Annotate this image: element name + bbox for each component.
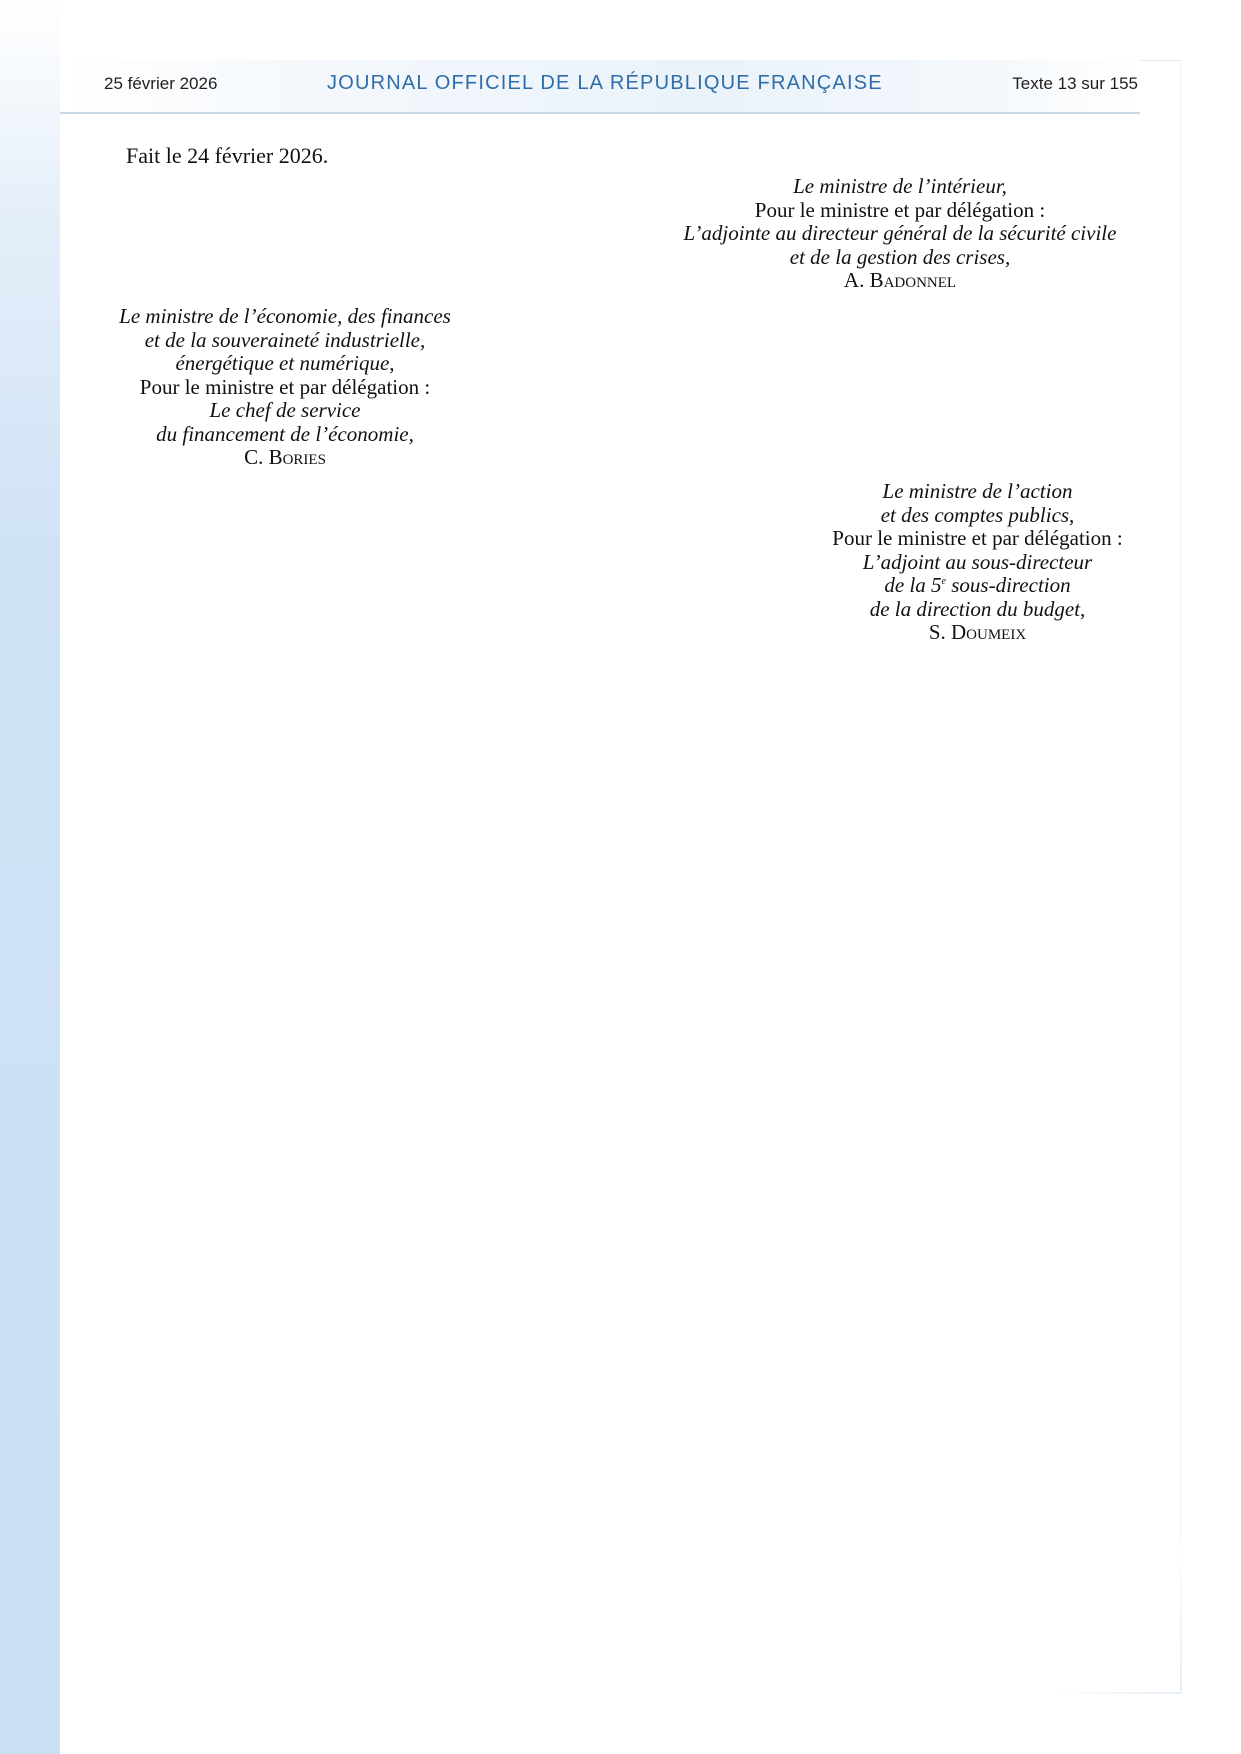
journal-title: JOURNAL OFFICIEL DE LA RÉPUBLIQUE FRANÇAISE [327, 72, 883, 94]
signature-block-action [800, 480, 1155, 645]
minister-title-cont: énergétique et numérique, [175, 351, 395, 375]
minister-title-cont: et des comptes publics, [880, 502, 1075, 527]
delegation-line: Pour le ministre et par délégation : [754, 197, 1046, 222]
signatory-role: L’adjoint au sous-directeur [862, 549, 1093, 574]
signatory-role-cont: et de la gestion des crises, [789, 244, 1011, 269]
delegation-line: Pour le ministre et par délégation : [832, 526, 1123, 550]
signatory-role-cont: du financement de l’économie, [156, 421, 414, 446]
minister-title: Le ministre de l’économie, des finances [119, 304, 451, 328]
signing-date: Fait le 24 février 2026. [126, 143, 329, 168]
signature-block-interieur [640, 175, 1160, 293]
signatory-name: C. Bories [244, 445, 326, 469]
signatory-role-cont: de la direction du budget, [869, 596, 1086, 621]
page-edge-mark [1180, 1540, 1182, 1690]
delegation-line: Pour le ministre et par délégation : [139, 374, 431, 399]
side-band [0, 0, 60, 1754]
signatory-name: S. Doumeix [928, 620, 1027, 644]
minister-title: Le ministre de l’action [882, 479, 1073, 503]
signatory-role: L’adjointe au directeur général de la sécurité civile [683, 221, 1117, 245]
signatory-role-cont: de la 5e sous-direction [884, 573, 1071, 597]
text-number: Texte 13 sur 155 [1012, 74, 1138, 93]
signatory-name: A. Badonnel [843, 268, 957, 292]
signatory-role: Le chef de service [209, 398, 361, 422]
page-edge-mark [1050, 1692, 1182, 1694]
minister-title-cont: et de la souveraineté industrielle, [144, 327, 426, 352]
minister-title: Le ministre de l’intérieur, [793, 174, 1007, 198]
signature-block-economie [85, 305, 485, 470]
header-date: 25 février 2026 [104, 74, 218, 93]
